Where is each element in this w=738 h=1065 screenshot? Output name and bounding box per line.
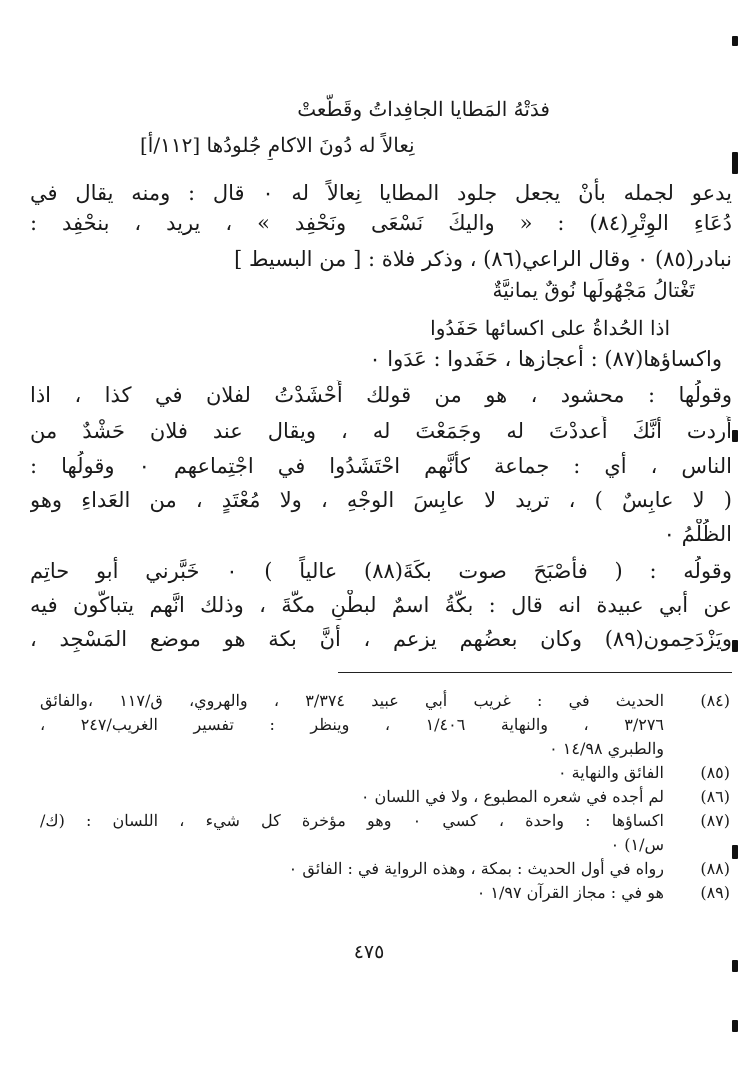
footnote-84-line-1: الحديث في : غريب أبي عبيد ٣/٣٧٤ ، والهروي، ق/١١٧ ،والفائق (40, 691, 664, 710)
footnote-84-number: (٨٤) (700, 691, 730, 710)
scan-edge-mark (732, 640, 738, 652)
scan-edge-mark (732, 430, 738, 442)
scan-edge-mark (732, 960, 738, 972)
footnote-85-text: الفائق والنهاية ٠ (557, 763, 664, 782)
body-line-6: واكساؤها(٨٧) : أعجازها ، حَفَدوا : عَدَوا ٠ (369, 347, 722, 371)
body-line-1: يدعو لجمله بأنْ يجعل جلود المطايا نِعالاً له ٠ قال : ومنه يقال في (30, 181, 732, 205)
footnote-89-text: هو في : مجاز القرآن ١/٩٧ ٠ (476, 883, 664, 902)
body-line-7: وقولُها : محشود ، هو من قولك أَحْشَدْتُ لفلان في كذا ، اذا (30, 383, 732, 407)
body-line-9: الناس ، أي : جماعة كأنَّهم احْتَشَدُوا في اجْتِماعهم ٠ وقولُها : (30, 454, 732, 478)
body-line-13: عن أبي عبيدة انه قال : بكَّةُ اسمٌ لبطْنِ مكَّةَ ، وذلك انَّهم يتباكُّون فيه (30, 593, 732, 617)
footnote-86-number: (٨٦) (700, 787, 730, 806)
footnote-84-line-2: ٣/٢٧٦ ، والنهاية ١/٤٠٦ ، وينظر : تفسير الغريب/٢٤٧ ، (40, 715, 664, 734)
poem-verse-1: فدَتْهُ المَطايا الجافِداتُ وقَطَّعتْ (297, 97, 550, 121)
footnote-84-line-3: والطبري ١٤/٩٨ ٠ (549, 739, 664, 758)
body-line-3: نبادر(٨٥) ٠ وقال الراعي(٨٦) ، وذكر فلاة : [ من البسيط ] (234, 247, 732, 271)
scan-edge-mark (732, 1020, 738, 1032)
footnote-86-text: لم أجده في شعره المطبوع ، ولا في اللسان ٠ (360, 787, 664, 806)
body-verse-2: اذا الحُداةُ على اكسائها حَفَدُوا (430, 316, 670, 340)
poem-verse-2: نِعالاً له دُونَ الاكامِ جُلودُها [١١٢/أ] (140, 133, 415, 157)
scan-edge-mark (732, 152, 738, 174)
footnote-88-number: (٨٨) (700, 859, 730, 878)
scan-edge-mark (732, 845, 738, 859)
footnote-separator (338, 672, 732, 673)
body-line-14: ويَزْدَحِمون(٨٩) وكان بعضُهم يزعم ، أنَّ بكة هو موضع المَسْجِد ، (30, 627, 732, 651)
footnote-87-line-1: اكساؤها : واحدة ، كسي ٠ وهو مؤخرة كل شيء ، اللسان : (ك/ (40, 811, 664, 830)
footnote-88-text: رواه في أول الحديث : بمكة ، وهذه الرواية في : الفائق ٠ (288, 859, 664, 878)
scan-edge-mark (732, 36, 738, 46)
footnote-89-number: (٨٩) (700, 883, 730, 902)
body-line-11: الظُلْمُ ٠ (663, 522, 732, 546)
page-number: ٤٧٥ (353, 941, 385, 963)
footnote-87-line-2: س/١) ٠ (610, 835, 664, 854)
body-line-8: أَردت أنَّكَ أَعددْتَ له وجَمَعْتَ له ، ويقال عند فلان حَشْدٌ من (30, 419, 732, 443)
body-line-10: ( لا عابِسٌ ) ، تريد لا عابِسَ الوجْهِ ، ولا مُعْتَدٍ ، من العَداءِ وهو (30, 488, 732, 512)
footnote-87-number: (٨٧) (700, 811, 730, 830)
body-line-2: دُعَاءِ الوِتْرِ(٨٤) : « واليكَ نَسْعَى ونَحْفِد » ، يريد ، بنحْفِد : (30, 211, 732, 235)
body-verse-1: تَغْتالُ مَجْهُولَها نُوقٌ يمانيَّةٌ (492, 278, 695, 302)
body-line-12: وقولُه : ( فأَصْبَحَ صوت بكَةَ(٨٨) عالياً ) ٠ خَبَّرني أبو حاتِم (30, 559, 732, 583)
footnote-85-number: (٨٥) (700, 763, 730, 782)
